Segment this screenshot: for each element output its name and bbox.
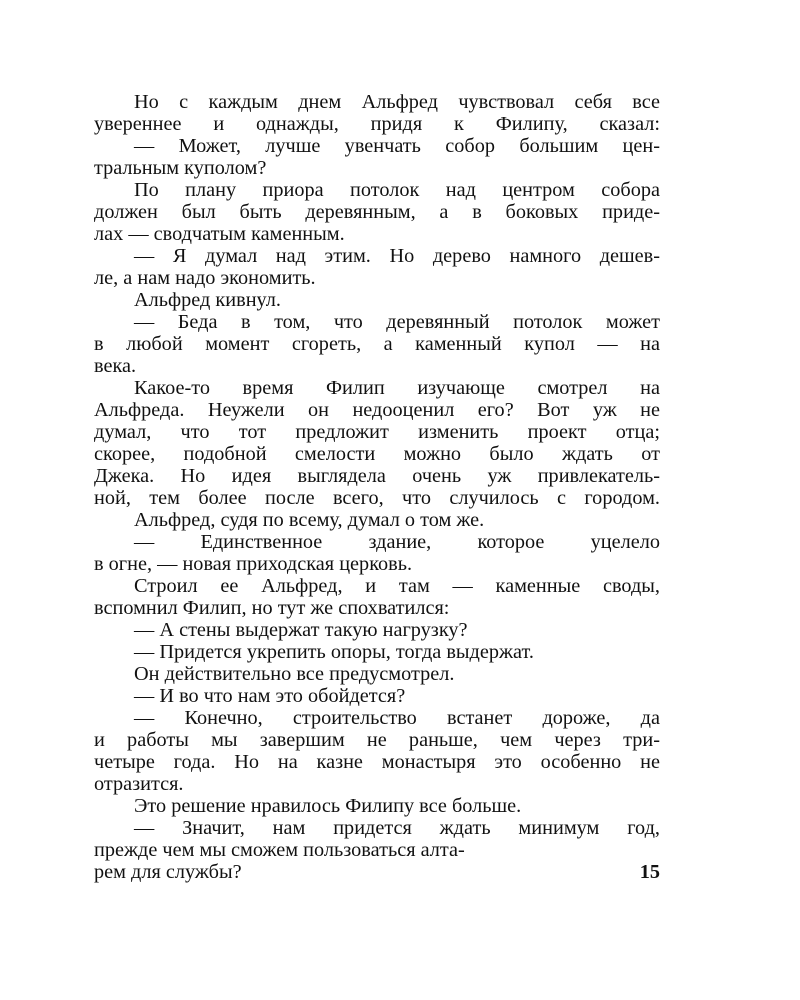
text-line: вспомнил Филип, но тут же спохватился: bbox=[94, 597, 450, 619]
text-line: — Конечно, строительство встанет дороже, да bbox=[134, 707, 660, 729]
book-page bbox=[94, 91, 660, 883]
text-line: — Может, лучше увенчать собор большим цен- bbox=[134, 135, 660, 157]
text-line: По плану приора потолок над центром собора bbox=[134, 179, 660, 201]
text-line: ной, тем более после всего, что случилось с городом. bbox=[94, 487, 660, 509]
text-line: Какое-то время Филип изучающе смотрел на bbox=[134, 377, 660, 399]
text-line: тральным куполом? bbox=[94, 157, 267, 179]
text-line: прежде чем мы сможем пользоваться алта- bbox=[94, 839, 465, 861]
text-line: в огне, — новая приходская церковь. bbox=[94, 553, 413, 575]
text-line: Он действительно все предусмотрел. bbox=[134, 663, 455, 685]
text-line: четыре года. Но на казне монастыря это особенно не bbox=[94, 751, 660, 773]
text-line: скорее, подобной смелости можно было ждать от bbox=[94, 443, 660, 465]
text-line: века. bbox=[94, 355, 137, 377]
last-line-with-page-number bbox=[94, 861, 660, 883]
text-line: увереннее и однажды, придя к Филипу, сказал: bbox=[94, 113, 660, 135]
text-line: должен был быть деревянным, а в боковых приде- bbox=[94, 201, 660, 223]
text-line: Альфред кивнул. bbox=[134, 289, 281, 311]
text-line: отразится. bbox=[94, 773, 184, 795]
text-line: — Беда в том, что деревянный потолок может bbox=[134, 311, 660, 333]
text-line: рем для службы? bbox=[94, 861, 242, 883]
text-line: и работы мы завершим не раньше, чем через три- bbox=[94, 729, 660, 751]
text-line: — Я думал над этим. Но дерево намного дешев- bbox=[134, 245, 660, 267]
text-line: — Единственное здание, которое уцелело bbox=[134, 531, 660, 553]
text-line: — Значит, нам придется ждать минимум год, bbox=[134, 817, 660, 839]
text-line: Альфред, судя по всему, думал о том же. bbox=[134, 509, 485, 531]
text-line: — И во что нам это обойдется? bbox=[134, 685, 406, 707]
text-line: Строил ее Альфред, и там — каменные своды, bbox=[134, 575, 660, 597]
text-line: — А стены выдержат такую нагрузку? bbox=[134, 619, 468, 641]
text-line: — Придется укрепить опоры, тогда выдержат. bbox=[134, 641, 534, 663]
text-line: в любой момент сгореть, а каменный купол — на bbox=[94, 333, 660, 355]
text-line: Альфреда. Неужели он недооценил его? Вот уж не bbox=[94, 399, 660, 421]
text-line: Джека. Но идея выглядела очень уж привлекатель- bbox=[94, 465, 660, 487]
text-line: лах — сводчатым каменным. bbox=[94, 223, 345, 245]
text-line: думал, что тот предложит изменить проект отца; bbox=[94, 421, 660, 443]
page-number: 15 bbox=[639, 861, 660, 883]
text-line: Но с каждым днем Альфред чувствовал себя все bbox=[134, 91, 660, 113]
text-line: ле, а нам надо экономить. bbox=[94, 267, 316, 289]
text-line: Это решение нравилось Филипу все больше. bbox=[134, 795, 522, 817]
